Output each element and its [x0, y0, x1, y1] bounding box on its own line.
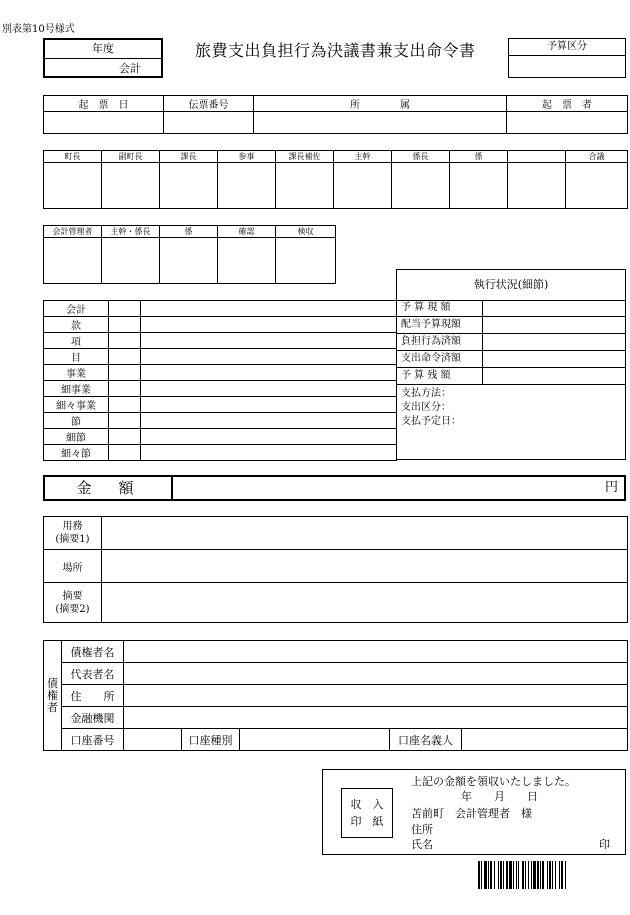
budget-item-label: 節 — [44, 413, 109, 429]
exec-row-label: 予 算 残 額 — [401, 370, 451, 381]
header-slip-number: 伝票番号 — [164, 96, 254, 112]
budget-item-code[interactable] — [109, 397, 141, 413]
accounting-seal-confirm[interactable] — [218, 238, 276, 284]
budget-item-name[interactable] — [141, 301, 397, 317]
amount-label: 金 額 — [45, 477, 173, 499]
approval-header-assistant-chief: 課長補佐 — [276, 151, 334, 163]
approval-header-mayor: 町長 — [44, 151, 102, 163]
exec-row-label: 配当予算現額 — [401, 319, 461, 330]
accounting-header-staff: 係 — [160, 226, 218, 238]
fiscal-year-box — [43, 38, 163, 78]
budget-item-code[interactable] — [109, 445, 141, 461]
place-label: 場所 — [44, 550, 102, 583]
stamp-label-line2: 印 紙 — [350, 815, 384, 828]
approval-seal-mayor[interactable] — [44, 163, 102, 209]
summary-field[interactable] — [102, 583, 628, 623]
department-field[interactable] — [254, 112, 507, 134]
receipt-addressee: 苫前町 会計管理者 様 — [411, 807, 532, 820]
budget-item-code[interactable] — [109, 413, 141, 429]
approval-header-staff: 係 — [450, 151, 508, 163]
accounting-seal-inspection[interactable] — [276, 238, 336, 284]
bank-field[interactable] — [124, 707, 628, 729]
amount-box — [43, 475, 626, 501]
accounting-header-chief: 主幹・係長 — [102, 226, 160, 238]
account-type-field[interactable] — [240, 729, 390, 751]
exec-row — [397, 351, 626, 368]
budget-item-label: 事業 — [44, 365, 109, 381]
slip-number-field[interactable] — [164, 112, 254, 134]
receipt-statement: 上記の金額を領収いたしました。 — [411, 775, 576, 788]
place-field[interactable] — [102, 550, 628, 583]
account-label: 会計 — [119, 62, 141, 75]
budget-item-name[interactable] — [141, 397, 397, 413]
approval-header-consultation: 合議 — [566, 151, 628, 163]
budget-item-name[interactable] — [141, 317, 397, 333]
budget-category-label: 予算区分 — [509, 39, 625, 56]
budget-item-label: 細節 — [44, 429, 109, 445]
budget-item-code[interactable] — [109, 381, 141, 397]
approval-seal-deputy-mayor[interactable] — [102, 163, 160, 209]
approval-seal-councilor[interactable] — [218, 163, 276, 209]
header-department: 所 属 — [254, 96, 507, 112]
account-holder-label: 口座名義人 — [390, 729, 462, 751]
budget-item-label: 項 — [44, 333, 109, 349]
draft-date-field[interactable] — [44, 112, 164, 134]
exec-row — [397, 300, 626, 317]
usage-label: 用務 (摘要1) — [44, 517, 102, 550]
approval-seal-subsection-chief[interactable] — [392, 163, 450, 209]
approval-seal-staff[interactable] — [450, 163, 508, 209]
purpose-table — [43, 516, 628, 623]
header-drafter: 起 票 者 — [507, 96, 628, 112]
budget-item-name[interactable] — [141, 365, 397, 381]
amount-unit: 円 — [604, 480, 618, 495]
execution-status-title: 執行状況(細節) — [397, 270, 625, 301]
accounting-seal-staff[interactable] — [160, 238, 218, 284]
address-label: 住 所 — [62, 685, 124, 707]
approval-seal-chief-officer[interactable] — [334, 163, 392, 209]
accounting-seal-chief[interactable] — [102, 238, 160, 284]
receipt-box — [322, 769, 626, 855]
info-table — [43, 95, 628, 134]
receipt-date: 年 月 日 — [461, 790, 538, 803]
approval-header-section-chief: 課長 — [160, 151, 218, 163]
fiscal-year-label: 年度 — [45, 40, 161, 59]
budget-item-name[interactable] — [141, 413, 397, 429]
form-number: 別表第10号様式 — [2, 24, 75, 35]
drafter-field[interactable] — [507, 112, 628, 134]
accounting-header-inspection: 検収 — [276, 226, 336, 238]
approval-header-councilor: 参事 — [218, 151, 276, 163]
address-field[interactable] — [124, 685, 628, 707]
approval-header-subsection-chief: 係長 — [392, 151, 450, 163]
budget-item-name[interactable] — [141, 429, 397, 445]
budget-item-label: 細事業 — [44, 381, 109, 397]
representative-field[interactable] — [124, 663, 628, 685]
accounting-header-manager: 会計管理者 — [44, 226, 102, 238]
approval-header-deputy-mayor: 副町長 — [102, 151, 160, 163]
account-holder-field[interactable] — [462, 729, 628, 751]
approval-header-blank — [508, 151, 566, 163]
budget-item-label: 細々節 — [44, 445, 109, 461]
budget-item-name[interactable] — [141, 381, 397, 397]
account-type-label: 口座種別 — [182, 729, 240, 751]
exec-row — [397, 368, 626, 385]
exec-row — [397, 317, 626, 334]
accounting-header-confirm: 確認 — [218, 226, 276, 238]
creditor-name-label: 債権者名 — [62, 641, 124, 663]
exec-row-label: 支出命令済額 — [401, 353, 461, 364]
usage-field[interactable] — [102, 517, 628, 550]
exec-row — [397, 334, 626, 351]
budget-items-table — [43, 300, 397, 461]
creditor-name-field[interactable] — [124, 641, 628, 663]
exec-row-label: 予 算 現 額 — [401, 302, 451, 313]
receipt-name-label: 氏名 — [411, 838, 433, 851]
approval-seal-blank[interactable] — [508, 163, 566, 209]
approval-header-chief-officer: 主幹 — [334, 151, 392, 163]
approval-seal-section-chief[interactable] — [160, 163, 218, 209]
account-number-label: 口座番号 — [62, 729, 124, 751]
receipt-address-label: 住所 — [411, 823, 433, 836]
creditor-group-label: 債権者 — [44, 641, 62, 751]
account-number-field[interactable] — [124, 729, 182, 751]
accounting-seal-manager[interactable] — [44, 238, 102, 284]
budget-item-label: 会計 — [44, 301, 109, 317]
budget-item-code[interactable] — [109, 429, 141, 445]
budget-item-label: 細々事業 — [44, 397, 109, 413]
creditor-table — [43, 640, 628, 751]
revenue-stamp-box[interactable] — [341, 788, 393, 838]
representative-label: 代表者名 — [62, 663, 124, 685]
budget-item-label: 目 — [44, 349, 109, 365]
approval-table — [43, 150, 628, 209]
budget-item-code[interactable] — [109, 333, 141, 349]
receipt-seal-mark: 印 — [599, 838, 610, 851]
budget-item-label: 款 — [44, 317, 109, 333]
budget-item-name[interactable] — [141, 349, 397, 365]
header-draft-date: 起 票 日 — [44, 96, 164, 112]
budget-item-code[interactable] — [109, 317, 141, 333]
budget-item-code[interactable] — [109, 349, 141, 365]
approval-seal-consultation[interactable] — [566, 163, 628, 209]
budget-item-code[interactable] — [109, 365, 141, 381]
budget-item-code[interactable] — [109, 301, 141, 317]
payment-category-label: 支出区分： — [401, 402, 451, 413]
payment-date-label: 支払予定日： — [401, 416, 461, 427]
budget-item-name[interactable] — [141, 333, 397, 349]
budget-item-name[interactable] — [141, 445, 397, 461]
payment-method-label: 支払方法： — [401, 388, 451, 399]
stamp-label-line1: 収 入 — [350, 798, 384, 811]
bank-label: 金融機関 — [62, 707, 124, 729]
execution-status-box — [396, 269, 626, 460]
accounting-approval-table — [43, 225, 336, 284]
budget-category-box — [508, 38, 626, 78]
approval-seal-assistant-chief[interactable] — [276, 163, 334, 209]
exec-row-label: 負担行為済額 — [401, 336, 461, 347]
page-title: 旅費支出負担行為決議書兼支出命令書 — [195, 41, 476, 60]
summary-label: 摘要 (摘要2) — [44, 583, 102, 623]
barcode — [478, 861, 614, 889]
